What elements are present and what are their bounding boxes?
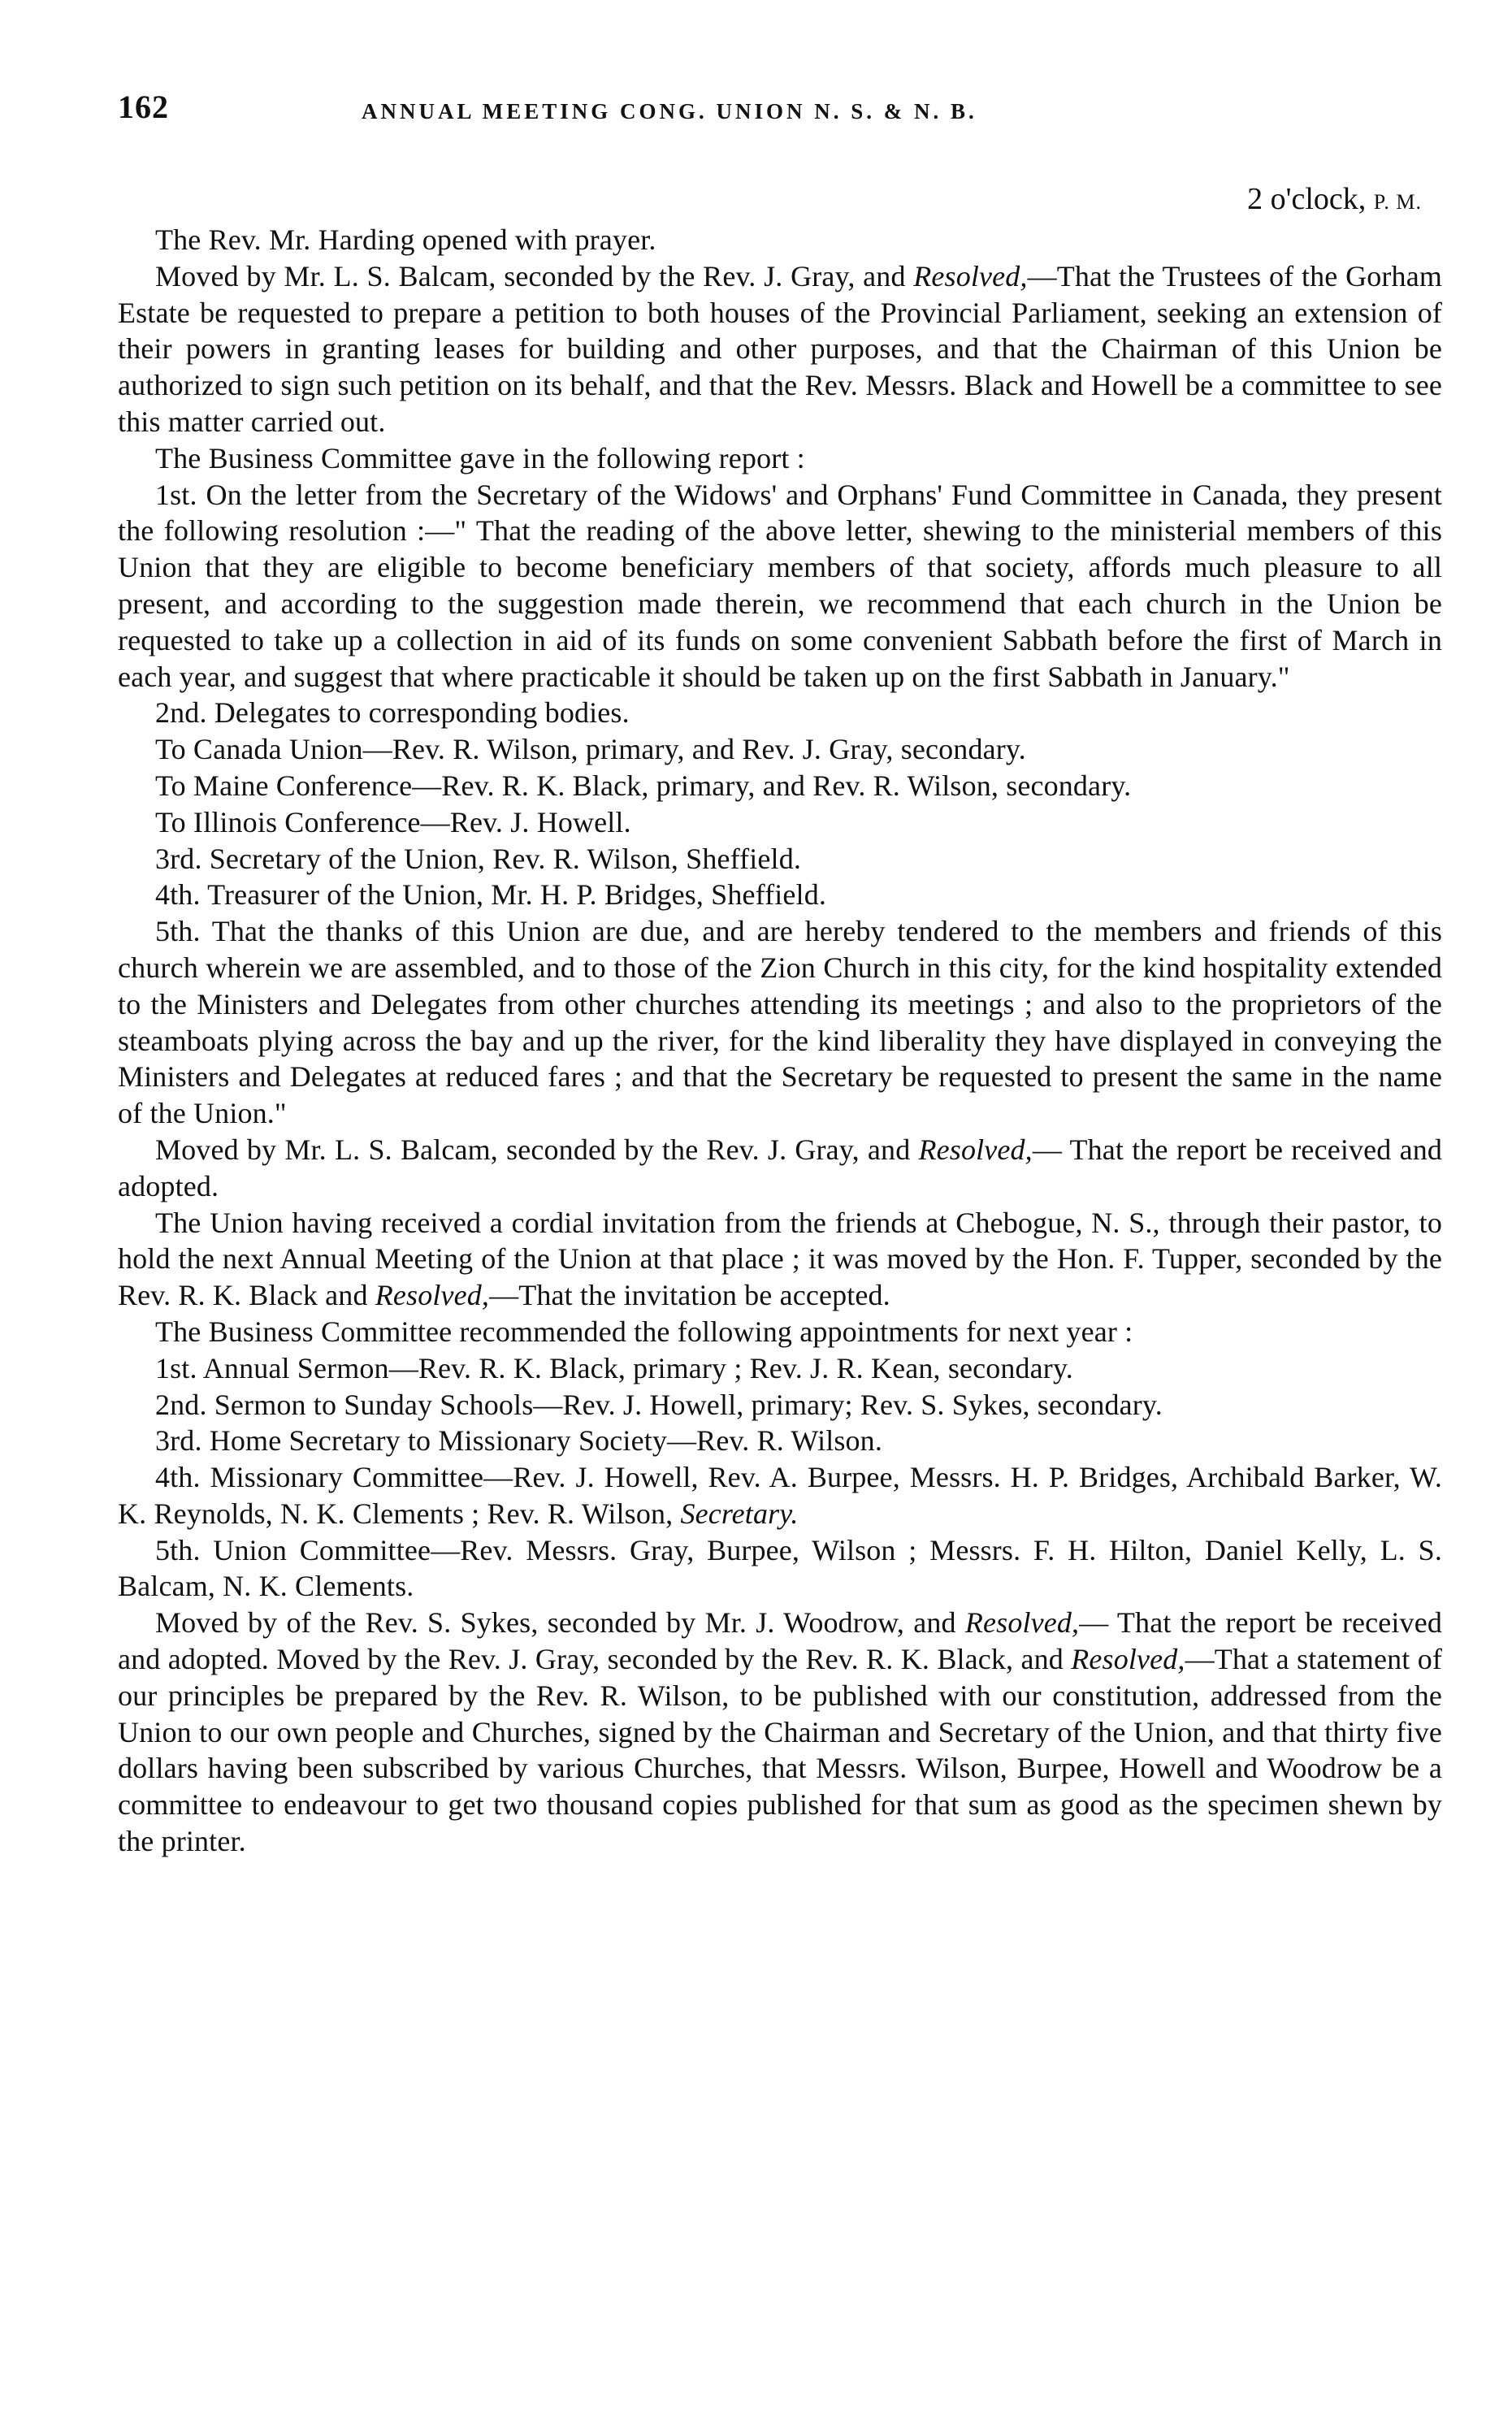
paragraph-text: 5th. Union Committee—Rev. Messrs. Gray, Burpee, Wilson ; Messrs. F. H. Hilton, Daniel Kelly, L. S. Balcam, N. K. Clements. (118, 1533, 1442, 1603)
paragraph-text: 1st. Annual Sermon—Rev. R. K. Black, primary ; Rev. J. R. Kean, secondary. (155, 1351, 1073, 1384)
session-time-text: 2 o'clock, (1247, 182, 1367, 216)
session-time-suffix: P. M. (1373, 190, 1422, 214)
italic-text: Resolved, (964, 1606, 1080, 1640)
paragraph (118, 1205, 1442, 1314)
paragraph (118, 1423, 1442, 1459)
paragraph (118, 913, 1442, 1132)
paragraph (118, 440, 1442, 477)
paragraph (118, 1532, 1442, 1605)
italic-text: Resolved, (918, 1133, 1033, 1166)
paragraph-text: 5th. That the thanks of this Union are due, and are hereby tendered to the members and friends of this church wherein we are assembled, and to those of the Zion Church in this city, for the kind hospitality extended to the Ministers and Delegates from other churches attending its meetings ; and also to the proprietors of the steamboats plying across the bay and up the river, for the kind liberality they have displayed in conveying the Ministers and Delegates at reduced fares ; and that the Secretary be requested to present the same in the name of the Union." (118, 915, 1442, 1130)
paragraph-text: 2nd. Delegates to corresponding bodies. (155, 696, 630, 730)
running-title: ANNUAL MEETING CONG. UNION N. S. & N. B. (362, 99, 977, 123)
body-text (118, 222, 1442, 1860)
paragraph-text: 3rd. Home Secretary to Missionary Society—Rev. R. Wilson. (155, 1424, 882, 1458)
running-header (118, 88, 1442, 136)
paragraph-text: The Rev. Mr. Harding opened with prayer. (155, 223, 656, 256)
paragraph (118, 1350, 1442, 1387)
paragraph-text: Moved by Mr. L. S. Balcam, seconded by the Rev. J. Gray, and (155, 259, 914, 292)
paragraph-text: 4th. Treasurer of the Union, Mr. H. P. Bridges, Sheffield. (155, 878, 826, 912)
paragraph-text: Moved by of the Rev. S. Sykes, seconded by Mr. J. Woodrow, and (155, 1606, 965, 1640)
paragraph-text: To Canada Union—Rev. R. Wilson, primary, and Rev. J. Gray, secondary. (155, 733, 1026, 766)
paragraph (118, 1314, 1442, 1350)
paragraph (118, 695, 1442, 731)
paragraph (118, 768, 1442, 804)
paragraph (118, 222, 1442, 258)
paragraph (118, 1132, 1442, 1205)
paragraph-text: To Maine Conference—Rev. R. K. Black, primary, and Rev. R. Wilson, secondary. (155, 769, 1132, 802)
paragraph-text: —That a statement of our principles be prepared by the Rev. R. Wilson, to be published with our constitution, addressed from the Union to our own people and Churches, signed by the Chairman and Secretary of the Union, and that thirty five dollars having been subscribed by various Churches, that Messrs. Wilson, Burpee, Howell and Woodrow be a committee to endeavour to get two thousand copies published for that sum as good as the specimen shewn by the printer. (118, 1643, 1443, 1858)
paragraph-text: —That the Trustees of the Gorham Estate be requested to prepare a petition to both houses of the Provincial Parliament, seeking an extension of their powers in granting leases for building and other purposes, and that the Chairman of this Union be authorized to sign such petition on its behalf, and that the Rev. Messrs. Black and Howell be a committee to see this matter carried out. (118, 259, 1442, 438)
paragraph-text: Moved by Mr. L. S. Balcam, seconded by the Rev. J. Gray, and (155, 1133, 919, 1166)
paragraph-text: To Illinois Conference—Rev. J. Howell. (155, 805, 631, 838)
document-page (118, 88, 1442, 1860)
paragraph-text: 4th. Missionary Committee—Rev. J. Howell, Rev. A. Burpee, Messrs. H. P. Bridges, Archibald Barker, W. K. Reynolds, N. K. Clements ; Rev. R. Wilson, (118, 1461, 1442, 1530)
paragraph (118, 731, 1442, 768)
paragraph-text: 3rd. Secretary of the Union, Rev. R. Wilson, Sheffield. (155, 842, 801, 875)
paragraph-text: 2nd. Sermon to Sunday Schools—Rev. J. Howell, primary; Rev. S. Sykes, secondary. (155, 1388, 1163, 1421)
italic-text: Secretary. (680, 1497, 799, 1530)
paragraph (118, 1387, 1442, 1423)
page-number: 162 (118, 89, 169, 125)
paragraph-text: — That the report be received and adopted. (118, 1133, 1442, 1202)
paragraph (118, 841, 1442, 877)
paragraph-text: The Union having received a cordial invitation from the friends at Chebogue, N. S., through their pastor, to hold the next Annual Meeting of the Union at that place ; it was moved by the Hon. F. Tupper, seconded by the Rev. R. K. Black and (118, 1206, 1442, 1312)
paragraph (118, 1605, 1442, 1860)
italic-text: Resolved, (1071, 1643, 1185, 1676)
paragraph (118, 1459, 1442, 1532)
italic-text: Resolved, (913, 259, 1028, 292)
paragraph-text: — That the report be received and adopted. Moved by the Rev. J. Gray, seconded by the Rev. R. K. Black, and (118, 1606, 1442, 1676)
paragraph (118, 804, 1442, 841)
paragraph-text: The Business Committee gave in the following report : (155, 441, 805, 474)
paragraph (118, 258, 1442, 440)
italic-text: Resolved, (375, 1279, 490, 1312)
paragraph-text: The Business Committee recommended the following appointments for next year : (155, 1315, 1133, 1348)
paragraph-text: —That the invitation be accepted. (489, 1279, 890, 1312)
paragraph (118, 877, 1442, 913)
paragraph (118, 477, 1442, 695)
paragraph-text: 1st. On the letter from the Secretary of the Widows' and Orphans' Fund Committee in Canada, they present the following resolution :—" That the reading of the above letter, shewing to the ministerial members of this Union that they are eligible to become beneficiary members of that society, affords much pleasure to all present, and according to the suggestion made therein, we recommend that each church in the Union be requested to take up a collection in aid of its funds on some convenient Sabbath before the first of March in each year, and suggest that where practicable it should be taken up on the first Sabbath in January." (118, 478, 1442, 693)
session-time (118, 181, 1422, 222)
